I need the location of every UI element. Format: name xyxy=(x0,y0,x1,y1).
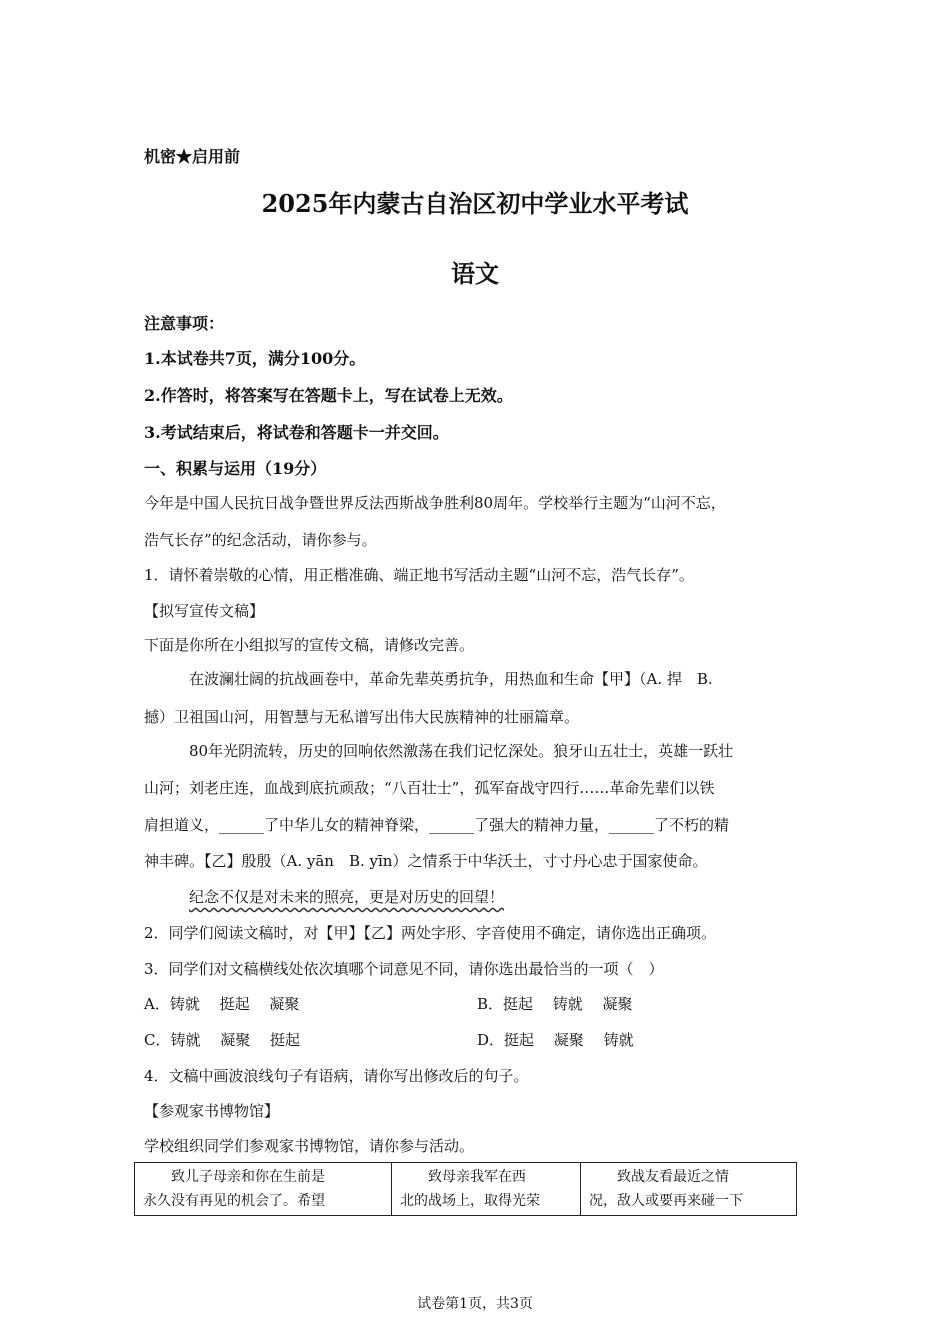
intro-text: 浩气长存”的纪念活动，请你参与。 xyxy=(144,531,377,549)
question-3: 3．同学们对文稿横线处依次填哪个词意见不同，请你选出最恰当的一项（ ） xyxy=(144,960,664,978)
passage-line: 撼）卫祖国山河，用智慧与无私谱写出伟大民族精神的壮丽篇章。 xyxy=(144,708,580,726)
intro-text: 今年是中国人民抗日战争暨世界反法西斯战争胜利80周年。学校举行主题为“山河不忘， xyxy=(144,494,726,512)
option-c: C．铸就 凝聚 挺起 xyxy=(144,1031,301,1049)
subsection-title: 【拟写宣传文稿】 xyxy=(144,602,265,620)
passage-line: 肩担道义，______了中华儿女的精神脊梁，______了强大的精神力量，______了不朽的精 xyxy=(144,816,730,834)
confidential-label: 机密★启用前 xyxy=(144,147,241,166)
wavy-sentence: 纪念不仅是对未来的照亮，更是对历史的回望！ xyxy=(189,888,505,906)
option-b: B．挺起 铸就 凝聚 xyxy=(477,995,633,1013)
letters-table xyxy=(134,1162,797,1216)
page-footer: 试卷第1页，共3页 xyxy=(417,1296,533,1312)
question-1: 1．请怀着崇敬的心情，用正楷准确、端正地书写活动主题“山河不忘，浩气长存”。 xyxy=(144,566,694,584)
passage-line: 神丰碑。【乙】殷殷（A. yān B. yīn）之情系于中华沃土，寸寸丹心忠于国家使命。 xyxy=(144,852,708,870)
exam-title: 2025年内蒙古自治区初中学业水平考试 xyxy=(261,189,689,218)
note-item: 2.作答时，将答案写在答题卡上，写在试卷上无效。 xyxy=(144,386,513,405)
option-d: D．挺起 凝聚 铸就 xyxy=(477,1031,634,1049)
note-item: 3.考试结束后，将试卷和答题卡一并交回。 xyxy=(144,423,449,442)
question-2: 2．同学们阅读文稿时，对【甲】【乙】两处字形、字音使用不确定，请你选出正确项。 xyxy=(144,924,717,942)
subsection-title: 【参观家书博物馆】 xyxy=(144,1102,280,1120)
subsection-intro: 学校组织同学们参观家书博物馆，请你参与活动。 xyxy=(144,1137,475,1155)
letter-cell: 致战友看最近之情 况，敌人或要再来碰一下 xyxy=(581,1163,797,1216)
letter-cell: 致母亲我军在西 北的战场上，取得光荣 xyxy=(392,1163,581,1216)
passage-line: 在波澜壮阔的抗战画卷中，革命先辈英勇抗争，用热血和生命【甲】（A. 捍 B. xyxy=(189,670,713,688)
passage-line: 80年光阴流转，历史的回响依然激荡在我们记忆深处。狼牙山五壮士，英雄一跃壮 xyxy=(189,742,734,760)
letter-cell: 致儿子母亲和你在生前是 永久没有再见的机会了。希望 xyxy=(135,1163,392,1216)
subject-title: 语文 xyxy=(451,259,499,288)
passage-line: 山河；刘老庄连，血战到底抗顽敌；“八百壮士”，孤军奋战守四行……革命先辈们以铁 xyxy=(144,779,715,797)
section-heading: 一、积累与运用（19分） xyxy=(144,459,327,478)
question-4: 4．文稿中画波浪线句子有语病，请你写出修改后的句子。 xyxy=(144,1067,529,1085)
note-item: 1.本试卷共7页，满分100分。 xyxy=(144,349,366,368)
subsection-intro: 下面是你所在小组拟写的宣传文稿，请修改完善。 xyxy=(144,636,475,654)
option-a: A．铸就 挺起 凝聚 xyxy=(144,995,300,1013)
notes-heading: 注意事项： xyxy=(144,314,225,333)
